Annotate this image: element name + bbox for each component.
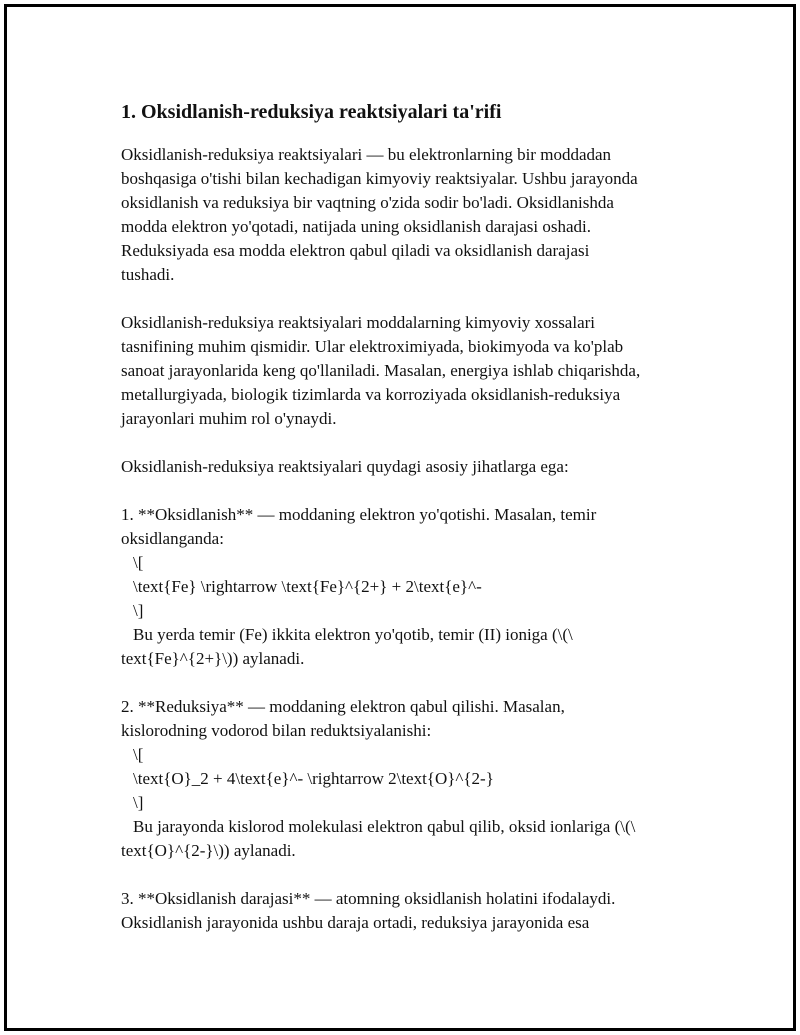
text-line: text{O}^{2-}\)) aylanadi. [121, 841, 296, 860]
formula-open: \[ [133, 745, 144, 764]
formula-close: \] [133, 601, 144, 620]
text-line: 3. **Oksidlanish darajasi** — atomning oksidlanish holatini ifodalaydi. [121, 889, 616, 908]
formula-line: \text{O}_2 + 4\text{e}^- \rightarrow 2\text{O}^{2-} [133, 769, 494, 788]
text-line: tushadi. [121, 265, 175, 284]
list-item-reduction [121, 695, 701, 863]
text-line: 2. **Reduksiya** — moddaning elektron qabul qilishi. Masalan, [121, 697, 565, 716]
text-line: Oksidlanish-reduksiya reaktsiyalari quydagi asosiy jihatlarga ega: [121, 457, 569, 476]
text-line: jarayonlari muhim rol o'ynaydi. [121, 409, 337, 428]
paragraph-definition [121, 143, 701, 287]
page-frame [4, 4, 796, 1031]
text-line: tasnifining muhim qismidir. Ular elektroximiyada, biokimyoda va ko'plab [121, 337, 624, 356]
list-item-oxidation [121, 503, 701, 671]
section-heading: 1. Oksidlanish-reduksiya reaktsiyalari ta'rifi [121, 101, 502, 123]
text-line: modda elektron yo'qotadi, natijada uning oksidlanish darajasi oshadi. [121, 217, 591, 236]
paragraph-applications [121, 311, 701, 431]
text-line: Reduksiyada esa modda elektron qabul qiladi va oksidlanish darajasi [121, 241, 590, 260]
formula-close: \] [133, 793, 144, 812]
formula-open: \[ [133, 553, 144, 572]
text-line: kislorodning vodorod bilan reduktsiyalanishi: [121, 721, 432, 740]
text-line: Oksidlanish jarayonida ushbu daraja ortadi, reduksiya jarayonida esa [121, 913, 590, 932]
text-line: text{Fe}^{2+}\)) aylanadi. [121, 649, 305, 668]
text-line: boshqasiga o'tishi bilan kechadigan kimyoviy reaktsiyalar. Ushbu jarayonda [121, 169, 638, 188]
text-line: oksidlanish va reduksiya bir vaqtning o'zida sodir bo'ladi. Oksidlanishda [121, 193, 614, 212]
text-line: Bu yerda temir (Fe) ikkita elektron yo'qotib, temir (II) ioniga (\(\ [133, 625, 573, 644]
paragraph-intro-list [121, 455, 701, 479]
text-line: Oksidlanish-reduksiya reaktsiyalari — bu elektronlarning bir moddadan [121, 145, 612, 164]
text-line: metallurgiyada, biologik tizimlarda va korroziyada oksidlanish-reduksiya [121, 385, 621, 404]
text-line: oksidlanganda: [121, 529, 224, 548]
text-line: Bu jarayonda kislorod molekulasi elektron qabul qilib, oksid ionlariga (\(\ [133, 817, 636, 836]
text-line: 1. **Oksidlanish** — moddaning elektron yo'qotishi. Masalan, temir [121, 505, 597, 524]
document-body [121, 99, 701, 935]
text-line: sanoat jarayonlarida keng qo'llaniladi. Masalan, energiya ishlab chiqarishda, [121, 361, 641, 380]
list-item-oxidation-state [121, 887, 701, 935]
formula-line: \text{Fe} \rightarrow \text{Fe}^{2+} + 2\text{e}^- [133, 577, 482, 596]
text-line: Oksidlanish-reduksiya reaktsiyalari moddalarning kimyoviy xossalari [121, 313, 596, 332]
